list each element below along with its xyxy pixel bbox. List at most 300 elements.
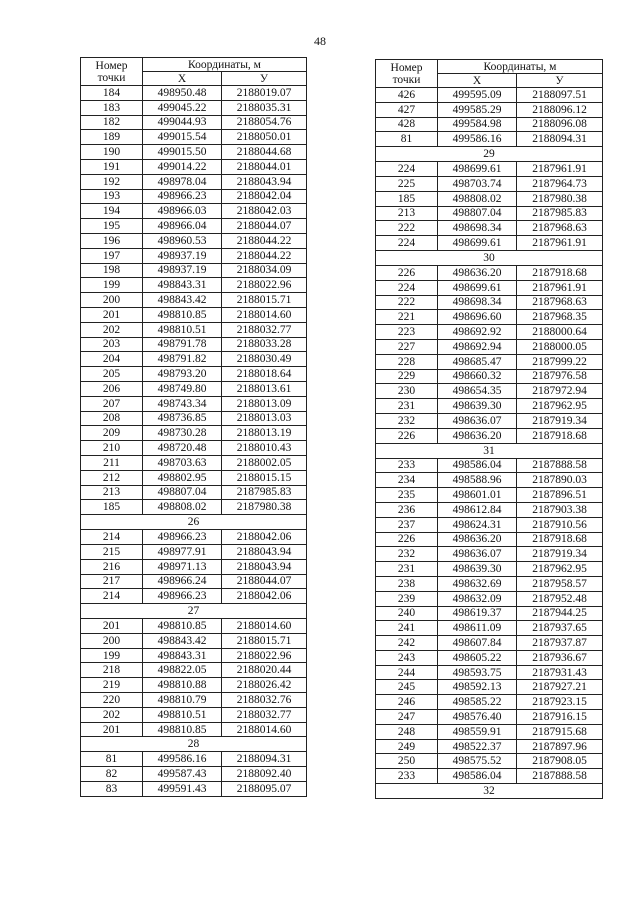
- point-number-cell: 217: [81, 574, 143, 589]
- x-coordinate-cell: 498692.92: [438, 325, 517, 340]
- x-coordinate-cell: 498791.78: [143, 337, 222, 352]
- point-number-cell: 218: [81, 663, 143, 678]
- point-number-header: Номер точки: [81, 58, 143, 86]
- table-row: [376, 102, 603, 117]
- table-row: [376, 88, 603, 103]
- x-coordinate-cell: 498636.20: [438, 428, 517, 443]
- x-coordinate-cell: 499595.09: [438, 88, 517, 103]
- x-coordinate-cell: 498576.40: [438, 710, 517, 725]
- x-coordinate-cell: 498619.37: [438, 606, 517, 621]
- table-row: [376, 502, 603, 517]
- y-coordinate-cell: 2188035.31: [222, 100, 307, 115]
- point-number-cell: 205: [81, 367, 143, 382]
- table-row: [376, 384, 603, 399]
- point-number-cell: 198: [81, 263, 143, 278]
- table-row: [376, 339, 603, 354]
- table-row: [81, 500, 307, 515]
- x-coordinate-cell: 498698.34: [438, 221, 517, 236]
- y-coordinate-cell: 2188015.71: [222, 633, 307, 648]
- point-number-cell: 190: [81, 145, 143, 160]
- point-number-cell: 247: [376, 710, 438, 725]
- table-row: [376, 473, 603, 488]
- point-number-cell: 244: [376, 665, 438, 680]
- table-row: [376, 117, 603, 132]
- y-coordinate-cell: 2187968.63: [517, 295, 603, 310]
- x-coordinate-cell: 499586.16: [143, 752, 222, 767]
- y-coordinate-cell: 2187980.38: [517, 191, 603, 206]
- point-number-cell: 83: [81, 782, 143, 797]
- table-row: [376, 650, 603, 665]
- section-number: 27: [81, 604, 307, 619]
- point-number-cell: 230: [376, 384, 438, 399]
- y-coordinate-cell: 2188042.06: [222, 589, 307, 604]
- point-number-cell: 192: [81, 174, 143, 189]
- point-number-cell: 233: [376, 769, 438, 784]
- y-coordinate-cell: 2188096.08: [517, 117, 603, 132]
- y-coordinate-cell: 2187936.67: [517, 650, 603, 665]
- y-coordinate-cell: 2187980.38: [222, 500, 307, 515]
- table-row: [376, 132, 603, 147]
- x-coordinate-cell: 498611.09: [438, 621, 517, 636]
- y-coordinate-cell: 2188043.94: [222, 544, 307, 559]
- x-coordinate-cell: 499014.22: [143, 159, 222, 174]
- point-number-cell: 232: [376, 547, 438, 562]
- table-row: [81, 752, 307, 767]
- table-row: [376, 428, 603, 443]
- table-row: [81, 381, 307, 396]
- x-coordinate-cell: 498720.48: [143, 441, 222, 456]
- table-row: [376, 354, 603, 369]
- coordinates-table-left: [80, 57, 307, 797]
- table-row: [81, 145, 307, 160]
- table-row: [81, 707, 307, 722]
- table-row: [81, 782, 307, 797]
- point-number-cell: 82: [81, 767, 143, 782]
- point-number-cell: 226: [376, 532, 438, 547]
- y-coordinate-cell: 2188022.96: [222, 648, 307, 663]
- section-row: [376, 147, 603, 162]
- y-coordinate-cell: 2188032.76: [222, 693, 307, 708]
- point-number-cell: 226: [376, 428, 438, 443]
- point-number-cell: 231: [376, 562, 438, 577]
- point-number-cell: 237: [376, 517, 438, 532]
- y-coordinate-cell: 2187897.96: [517, 739, 603, 754]
- point-number-cell: 238: [376, 576, 438, 591]
- point-number-cell: 81: [81, 752, 143, 767]
- y-coordinate-cell: 2187952.48: [517, 591, 603, 606]
- table-row: [376, 191, 603, 206]
- point-number-cell: 210: [81, 441, 143, 456]
- y-coordinate-cell: 2187908.05: [517, 754, 603, 769]
- y-coordinate-cell: 2187888.58: [517, 458, 603, 473]
- x-coordinate-cell: 498977.91: [143, 544, 222, 559]
- y-coordinate-cell: 2188015.15: [222, 470, 307, 485]
- table-row: [376, 754, 603, 769]
- y-coordinate-cell: 2188022.96: [222, 278, 307, 293]
- point-number-cell: 233: [376, 458, 438, 473]
- x-coordinate-cell: 499045.22: [143, 100, 222, 115]
- x-coordinate-cell: 498966.23: [143, 589, 222, 604]
- y-coordinate-cell: 2188094.31: [222, 752, 307, 767]
- table-row: [81, 204, 307, 219]
- point-number-cell: 185: [376, 191, 438, 206]
- x-coordinate-cell: 498586.04: [438, 769, 517, 784]
- table-row: [376, 413, 603, 428]
- section-row: [81, 604, 307, 619]
- y-coordinate-cell: 2187937.87: [517, 636, 603, 651]
- y-coordinate-cell: 2187910.56: [517, 517, 603, 532]
- y-coordinate-cell: 2188044.22: [222, 248, 307, 263]
- x-coordinate-cell: 498807.04: [438, 206, 517, 221]
- table-row: [376, 680, 603, 695]
- y-coordinate-cell: 2188042.03: [222, 204, 307, 219]
- point-number-cell: 216: [81, 559, 143, 574]
- y-coordinate-cell: 2188044.07: [222, 574, 307, 589]
- section-row: [376, 784, 603, 799]
- y-coordinate-cell: 2187961.91: [517, 280, 603, 295]
- point-number-cell: 197: [81, 248, 143, 263]
- point-number-cell: 213: [81, 485, 143, 500]
- x-coordinate-cell: 498808.02: [438, 191, 517, 206]
- y-coordinate-cell: 2188042.04: [222, 189, 307, 204]
- point-number-cell: 426: [376, 88, 438, 103]
- table-row: [376, 221, 603, 236]
- x-coordinate-cell: 498636.07: [438, 413, 517, 428]
- section-row: [376, 250, 603, 265]
- y-coordinate-cell: 2188033.28: [222, 337, 307, 352]
- table-row: [81, 574, 307, 589]
- point-number-cell: 209: [81, 426, 143, 441]
- y-coordinate-cell: 2188013.19: [222, 426, 307, 441]
- table-row: [81, 396, 307, 411]
- x-coordinate-cell: 498810.85: [143, 722, 222, 737]
- y-coordinate-cell: 2188000.64: [517, 325, 603, 340]
- y-column-header: У: [517, 74, 603, 88]
- x-coordinate-cell: 499587.43: [143, 767, 222, 782]
- point-number-cell: 243: [376, 650, 438, 665]
- x-coordinate-cell: 498685.47: [438, 354, 517, 369]
- table-row: [376, 532, 603, 547]
- point-number-cell: 427: [376, 102, 438, 117]
- y-coordinate-cell: 2188096.12: [517, 102, 603, 117]
- point-number-cell: 212: [81, 470, 143, 485]
- x-coordinate-cell: 498624.31: [438, 517, 517, 532]
- table-row: [81, 322, 307, 337]
- point-number-cell: 185: [81, 500, 143, 515]
- table-row: [81, 663, 307, 678]
- y-coordinate-cell: 2187968.63: [517, 221, 603, 236]
- y-coordinate-cell: 2188094.31: [517, 132, 603, 147]
- table-row: [81, 293, 307, 308]
- x-coordinate-cell: 498807.04: [143, 485, 222, 500]
- section-number: 31: [376, 443, 603, 458]
- x-coordinate-cell: 498810.85: [143, 619, 222, 634]
- point-number-cell: 220: [81, 693, 143, 708]
- x-coordinate-cell: 498730.28: [143, 426, 222, 441]
- table-row: [376, 591, 603, 606]
- table-row: [81, 248, 307, 263]
- table-row: [81, 678, 307, 693]
- y-coordinate-cell: 2187916.15: [517, 710, 603, 725]
- y-coordinate-cell: 2187919.34: [517, 547, 603, 562]
- coordinates-table-right: [375, 59, 603, 799]
- y-coordinate-cell: 2188044.68: [222, 145, 307, 160]
- y-coordinate-cell: 2187962.95: [517, 562, 603, 577]
- x-coordinate-cell: 498601.01: [438, 488, 517, 503]
- x-coordinate-cell: 498698.34: [438, 295, 517, 310]
- point-number-cell: 194: [81, 204, 143, 219]
- x-coordinate-cell: 499591.43: [143, 782, 222, 797]
- y-coordinate-cell: 2188015.71: [222, 293, 307, 308]
- x-coordinate-cell: 498966.24: [143, 574, 222, 589]
- table-row: [81, 530, 307, 545]
- table-row: [81, 219, 307, 234]
- point-number-cell: 224: [376, 162, 438, 177]
- point-number-cell: 231: [376, 399, 438, 414]
- y-coordinate-cell: 2188014.60: [222, 307, 307, 322]
- table-row: [376, 488, 603, 503]
- point-number-cell: 81: [376, 132, 438, 147]
- x-coordinate-cell: 498843.31: [143, 278, 222, 293]
- y-coordinate-cell: 2188014.60: [222, 722, 307, 737]
- table-row: [376, 325, 603, 340]
- point-number-cell: 242: [376, 636, 438, 651]
- table-row: [376, 606, 603, 621]
- y-coordinate-cell: 2187937.65: [517, 621, 603, 636]
- point-number-cell: 227: [376, 339, 438, 354]
- x-coordinate-cell: 498736.85: [143, 411, 222, 426]
- x-coordinate-cell: 498822.05: [143, 663, 222, 678]
- table-row: [81, 115, 307, 130]
- y-coordinate-cell: 2188032.77: [222, 707, 307, 722]
- table-row: [376, 769, 603, 784]
- y-coordinate-cell: 2188043.94: [222, 559, 307, 574]
- table-row: [81, 470, 307, 485]
- x-coordinate-cell: 499586.16: [438, 132, 517, 147]
- point-number-cell: 208: [81, 411, 143, 426]
- point-number-cell: 215: [81, 544, 143, 559]
- table-row: [81, 633, 307, 648]
- point-number-header: Номер точки: [376, 60, 438, 88]
- y-coordinate-cell: 2187918.68: [517, 532, 603, 547]
- point-number-cell: 196: [81, 233, 143, 248]
- table-row: [376, 724, 603, 739]
- y-coordinate-cell: 2188030.49: [222, 352, 307, 367]
- x-coordinate-cell: 498605.22: [438, 650, 517, 665]
- table-row: [81, 367, 307, 382]
- table-row: [376, 310, 603, 325]
- y-coordinate-cell: 2188095.07: [222, 782, 307, 797]
- table-row: [81, 263, 307, 278]
- x-column-header: X: [438, 74, 517, 88]
- table-row: [376, 265, 603, 280]
- y-coordinate-cell: 2187976.58: [517, 369, 603, 384]
- x-coordinate-cell: 498607.84: [438, 636, 517, 651]
- y-coordinate-cell: 2187985.83: [517, 206, 603, 221]
- section-row: [376, 443, 603, 458]
- x-coordinate-cell: 498696.60: [438, 310, 517, 325]
- table-row: [376, 176, 603, 191]
- y-coordinate-cell: 2188019.07: [222, 86, 307, 101]
- point-number-cell: 199: [81, 648, 143, 663]
- y-coordinate-cell: 2187918.68: [517, 428, 603, 443]
- y-coordinate-cell: 2187944.25: [517, 606, 603, 621]
- y-coordinate-cell: 2188010.43: [222, 441, 307, 456]
- table-header: [81, 58, 307, 86]
- x-coordinate-cell: 498960.53: [143, 233, 222, 248]
- x-coordinate-cell: 498966.03: [143, 204, 222, 219]
- x-coordinate-cell: 498791.82: [143, 352, 222, 367]
- y-coordinate-cell: 2188043.94: [222, 174, 307, 189]
- x-coordinate-cell: 498636.07: [438, 547, 517, 562]
- table-row: [376, 399, 603, 414]
- y-coordinate-cell: 2187919.34: [517, 413, 603, 428]
- point-number-cell: 184: [81, 86, 143, 101]
- x-coordinate-cell: 498654.35: [438, 384, 517, 399]
- table-row: [81, 159, 307, 174]
- x-coordinate-cell: 498966.04: [143, 219, 222, 234]
- point-number-cell: 239: [376, 591, 438, 606]
- point-number-cell: 232: [376, 413, 438, 428]
- coordinates-header: Координаты, м: [143, 58, 307, 72]
- table-header: [376, 60, 603, 88]
- point-number-cell: 222: [376, 221, 438, 236]
- y-coordinate-cell: 2187931.43: [517, 665, 603, 680]
- point-number-cell: 191: [81, 159, 143, 174]
- y-coordinate-cell: 2187896.51: [517, 488, 603, 503]
- x-coordinate-cell: 498632.09: [438, 591, 517, 606]
- table-row: [81, 337, 307, 352]
- x-coordinate-cell: 498810.51: [143, 707, 222, 722]
- table-row: [376, 621, 603, 636]
- point-number-cell: 195: [81, 219, 143, 234]
- point-number-cell: 203: [81, 337, 143, 352]
- x-coordinate-cell: 499015.50: [143, 145, 222, 160]
- point-number-cell: 213: [376, 206, 438, 221]
- point-number-cell: 235: [376, 488, 438, 503]
- x-coordinate-cell: 498586.04: [438, 458, 517, 473]
- table-row: [376, 665, 603, 680]
- y-coordinate-cell: 2188013.09: [222, 396, 307, 411]
- table-row: [81, 352, 307, 367]
- y-coordinate-cell: 2188002.05: [222, 455, 307, 470]
- point-number-cell: 428: [376, 117, 438, 132]
- y-coordinate-cell: 2188092.40: [222, 767, 307, 782]
- x-coordinate-cell: 498575.52: [438, 754, 517, 769]
- x-coordinate-cell: 498699.61: [438, 162, 517, 177]
- x-coordinate-cell: 498612.84: [438, 502, 517, 517]
- table-row: [376, 562, 603, 577]
- table-row: [376, 295, 603, 310]
- point-number-cell: 250: [376, 754, 438, 769]
- point-number-cell: 204: [81, 352, 143, 367]
- table-row: [376, 739, 603, 754]
- x-coordinate-cell: 498966.23: [143, 530, 222, 545]
- y-coordinate-cell: 2187961.91: [517, 162, 603, 177]
- coordinates-header: Координаты, м: [438, 60, 603, 74]
- section-number: 29: [376, 147, 603, 162]
- x-coordinate-cell: 498937.19: [143, 263, 222, 278]
- point-number-cell: 246: [376, 695, 438, 710]
- point-number-cell: 229: [376, 369, 438, 384]
- y-coordinate-cell: 2187958.57: [517, 576, 603, 591]
- y-coordinate-cell: 2187985.83: [222, 485, 307, 500]
- x-coordinate-cell: 498808.02: [143, 500, 222, 515]
- x-coordinate-cell: 498588.96: [438, 473, 517, 488]
- y-coordinate-cell: 2188034.09: [222, 263, 307, 278]
- point-number-cell: 202: [81, 322, 143, 337]
- point-number-cell: 249: [376, 739, 438, 754]
- point-number-cell: 202: [81, 707, 143, 722]
- point-number-cell: 199: [81, 278, 143, 293]
- table-row: [376, 162, 603, 177]
- y-coordinate-cell: 2187961.91: [517, 236, 603, 251]
- point-number-cell: 207: [81, 396, 143, 411]
- y-coordinate-cell: 2187903.38: [517, 502, 603, 517]
- y-coordinate-cell: 2188013.61: [222, 381, 307, 396]
- point-number-cell: 214: [81, 530, 143, 545]
- y-coordinate-cell: 2187927.21: [517, 680, 603, 695]
- table-row: [81, 722, 307, 737]
- x-coordinate-cell: 498660.32: [438, 369, 517, 384]
- y-coordinate-cell: 2188020.44: [222, 663, 307, 678]
- table-row: [81, 174, 307, 189]
- y-coordinate-cell: 2187964.73: [517, 176, 603, 191]
- x-coordinate-cell: 499585.29: [438, 102, 517, 117]
- point-number-cell: 248: [376, 724, 438, 739]
- table-row: [81, 589, 307, 604]
- section-row: [81, 737, 307, 752]
- table-row: [81, 485, 307, 500]
- x-coordinate-cell: 498843.42: [143, 293, 222, 308]
- table-row: [81, 767, 307, 782]
- x-coordinate-cell: 498810.85: [143, 307, 222, 322]
- x-coordinate-cell: 498703.63: [143, 455, 222, 470]
- x-coordinate-cell: 499044.93: [143, 115, 222, 130]
- table-row: [376, 236, 603, 251]
- point-number-cell: 211: [81, 455, 143, 470]
- section-number: 32: [376, 784, 603, 799]
- y-coordinate-cell: 2188042.06: [222, 530, 307, 545]
- point-number-cell: 234: [376, 473, 438, 488]
- y-coordinate-cell: 2187999.22: [517, 354, 603, 369]
- y-coordinate-cell: 2187888.58: [517, 769, 603, 784]
- y-coordinate-cell: 2188097.51: [517, 88, 603, 103]
- x-coordinate-cell: 498950.48: [143, 86, 222, 101]
- point-number-cell: 224: [376, 280, 438, 295]
- x-coordinate-cell: 498632.69: [438, 576, 517, 591]
- y-coordinate-cell: 2188032.77: [222, 322, 307, 337]
- x-coordinate-cell: 498636.20: [438, 532, 517, 547]
- table-row: [81, 278, 307, 293]
- y-coordinate-cell: 2188054.76: [222, 115, 307, 130]
- table-row: [81, 426, 307, 441]
- x-coordinate-cell: 498793.20: [143, 367, 222, 382]
- table-row: [81, 455, 307, 470]
- point-number-cell: 228: [376, 354, 438, 369]
- x-column-header: X: [143, 72, 222, 86]
- x-coordinate-cell: 498639.30: [438, 562, 517, 577]
- y-coordinate-cell: 2187890.03: [517, 473, 603, 488]
- x-coordinate-cell: 498692.94: [438, 339, 517, 354]
- table-row: [376, 710, 603, 725]
- table-row: [81, 693, 307, 708]
- y-coordinate-cell: 2188050.01: [222, 130, 307, 145]
- table-row: [81, 100, 307, 115]
- section-number: 28: [81, 737, 307, 752]
- x-coordinate-cell: 498639.30: [438, 399, 517, 414]
- y-coordinate-cell: 2188026.42: [222, 678, 307, 693]
